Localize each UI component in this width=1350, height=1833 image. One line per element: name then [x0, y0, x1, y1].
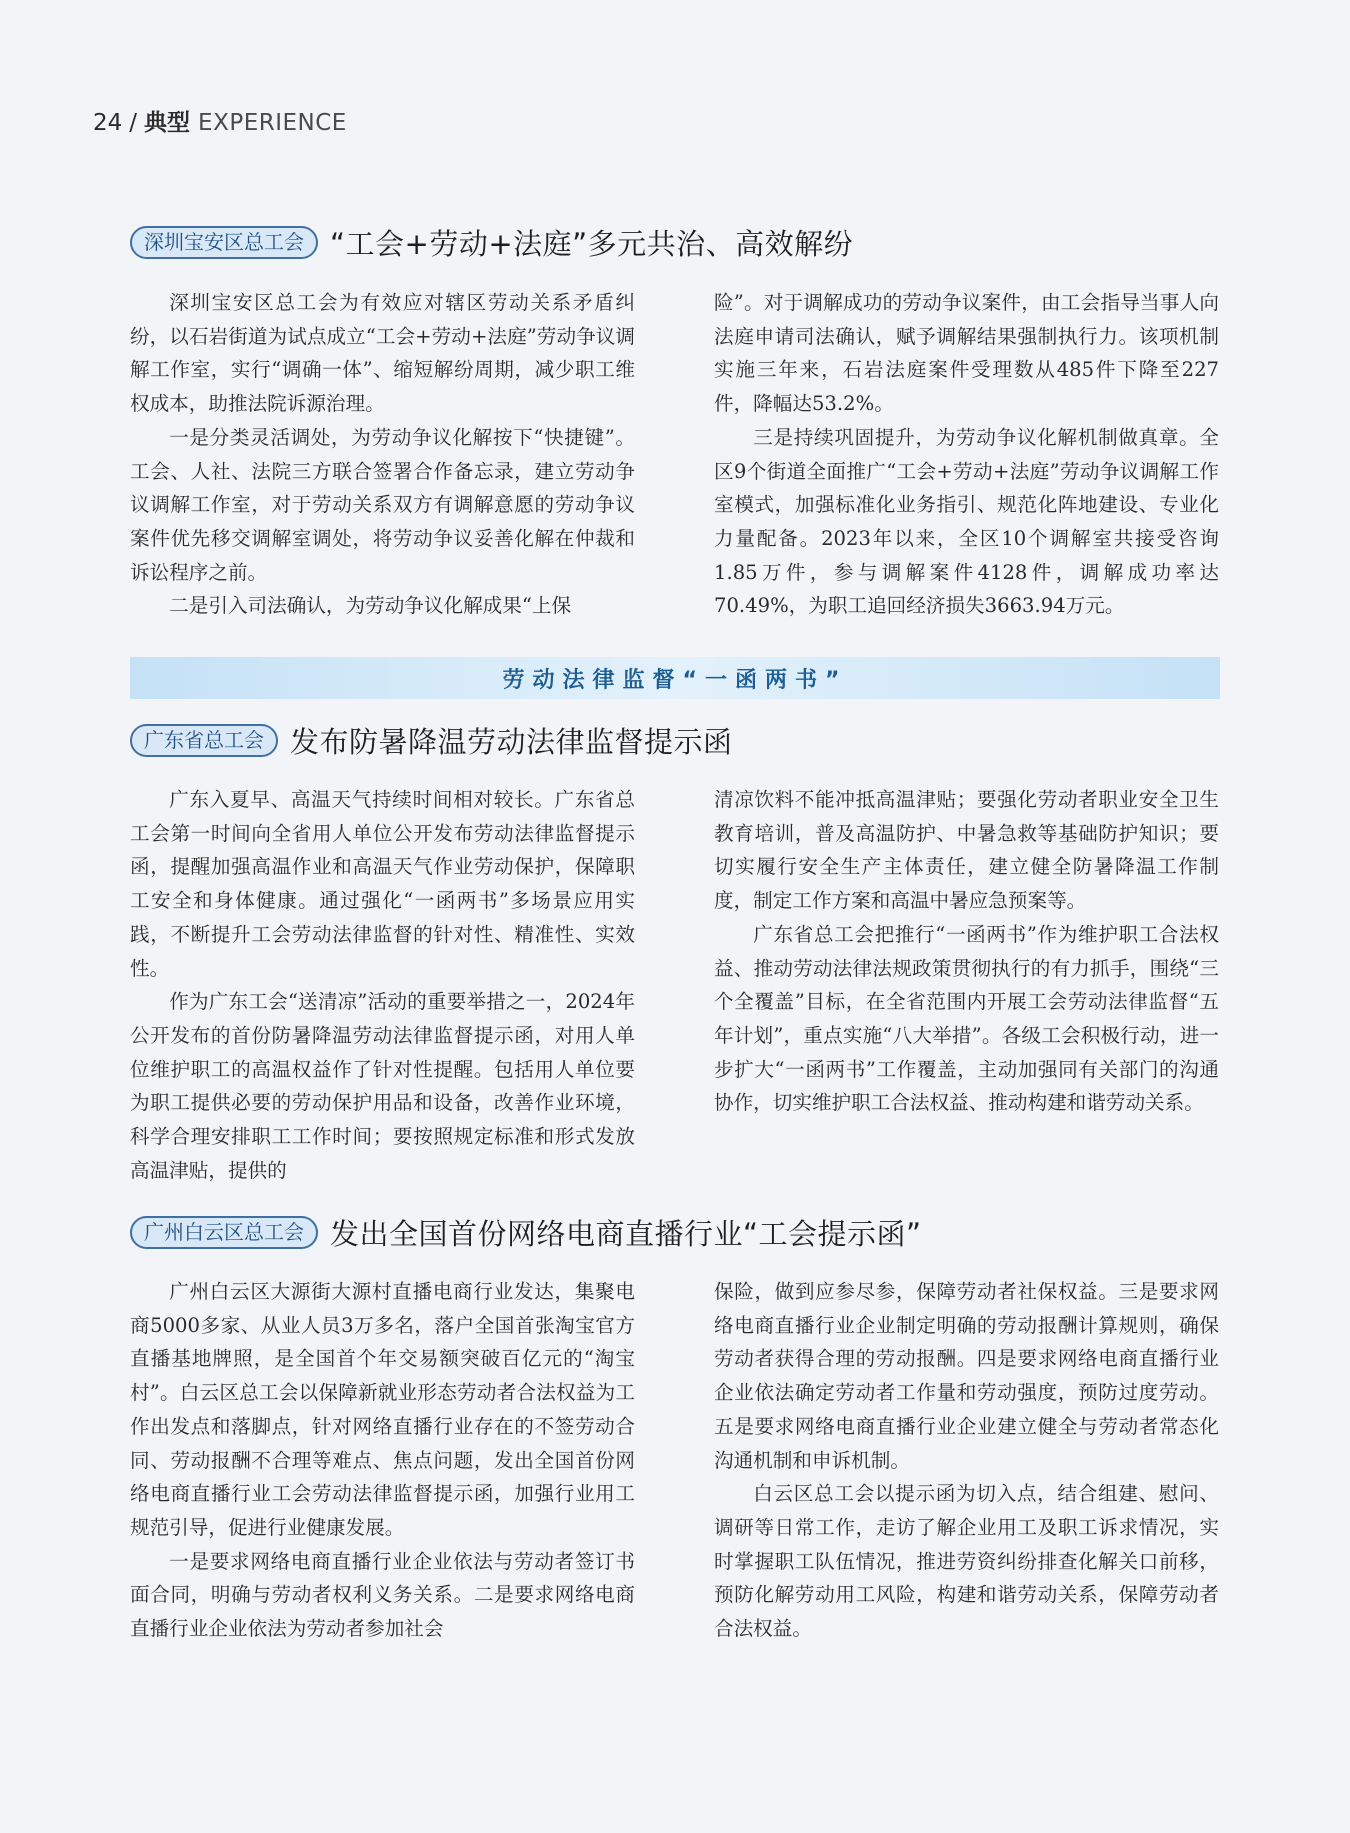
page-number: 24 [93, 110, 123, 136]
article1-right-column [714, 286, 1219, 623]
article1-left-column [130, 286, 635, 623]
article2-paragraph: 清凉饮料不能冲抵高温津贴；要强化劳动者职业安全卫生教育培训，普及高温防护、中暑急救等基础防护知识；要切实履行安全生产主体责任，建立健全防暑降温工作制度，制定工作方案和高温中暑应急预案等。 [714, 788, 1219, 913]
article2-heading [130, 720, 733, 760]
section-name-cn: 典型 [144, 110, 191, 136]
article3-right-column [714, 1275, 1219, 1646]
article2-title: 发布防暑降温劳动法律监督提示函 [290, 724, 733, 759]
running-header [93, 104, 347, 137]
article1-paragraph: 险”。对于调解成功的劳动争议案件，由工会指导当事人向法庭申请司法确认，赋予调解结果强制执行力。该项机制实施三年来，石岩法庭案件受理数从485件下降至227件，降幅达53.2%。 [714, 291, 1219, 416]
article3-paragraph: 广州白云区大源街大源村直播电商行业发达，集聚电商5000多家、从业人员3万多名，落户全国首张淘宝官方直播基地牌照，是全国首个年交易额突破百亿元的“淘宝村”。白云区总工会以保障新就业形态劳动者合法权益为工作出发点和落脚点，针对网络直播行业存在的不签劳动合同、劳动报酬不合理等难点、焦点问题，发出全国首份网络电商直播行业工会劳动法律监督提示函，加强行业用工规范引导，促进行业健康发展。 [130, 1280, 635, 1539]
article2-left-column [130, 783, 635, 1187]
article1-heading [130, 222, 853, 262]
article3-paragraph: 白云区总工会以提示函为切入点，结合组建、慰问、调研等日常工作，走访了解企业用工及职工诉求情况，实时掌握职工队伍情况，推进劳资纠纷排查化解关口前移，预防化解劳动用工风险，构建和谐劳动关系，保障劳动者合法权益。 [714, 1482, 1219, 1641]
section-banner [130, 657, 1220, 699]
article3-paragraph: 保险，做到应参尽参，保障劳动者社保权益。三是要求网络电商直播行业企业制定明确的劳动报酬计算规则，确保劳动者获得合理的劳动报酬。四是要求网络电商直播行业企业依法确定劳动者工作量和劳动强度，预防过度劳动。五是要求网络电商直播行业企业建立健全与劳动者常态化沟通机制和申诉机制。 [714, 1280, 1219, 1472]
article1-paragraph: 深圳宝安区总工会为有效应对辖区劳动关系矛盾纠纷，以石岩街道为试点成立“工会+劳动+法庭”劳动争议调解工作室，实行“调确一体”、缩短解纷周期，减少职工维权成本，助推法院诉源治理。 [130, 291, 635, 416]
article2-paragraph: 广东入夏早、高温天气持续时间相对较长。广东省总工会第一时间向全省用人单位公开发布劳动法律监督提示函，提醒加强高温作业和高温天气作业劳动保护，保障职工安全和身体健康。通过强化“一函两书”多场景应用实践，不断提升工会劳动法律监督的针对性、精准性、实效性。 [130, 788, 635, 980]
article3-org-badge: 广州白云区总工会 [130, 1216, 318, 1249]
article3-title: 发出全国首份网络电商直播行业“工会提示函” [330, 1216, 922, 1251]
article1-paragraph: 三是持续巩固提升，为劳动争议化解机制做真章。全区9个街道全面推广“工会+劳动+法庭”劳动争议调解工作室模式，加强标准化业务指引、规范化阵地建设、专业化力量配备。2023年以来，全区10个调解室共接受咨询1.85万件，参与调解案件4128件，调解成功率达70.49%，为职工追回经济损失3663.94万元。 [714, 425, 1219, 618]
article2-paragraph: 广东省总工会把推行“一函两书”作为维护职工合法权益、推动劳动法律法规政策贯彻执行的有力抓手，围绕“三个全覆盖”目标，在全省范围内开展工会劳动法律监督“五年计划”，重点实施“八大举措”。各级工会积极行动，进一步扩大“一函两书”工作覆盖，主动加强同有关部门的沟通协作，切实维护职工合法权益、推动构建和谐劳动关系。 [714, 922, 1219, 1115]
article1-org-badge: 深圳宝安区总工会 [130, 226, 318, 259]
article1-title: “工会+劳动+法庭”多元共治、高效解纷 [330, 226, 854, 261]
article2-right-column [714, 783, 1219, 1120]
article2-paragraph: 作为广东工会“送清凉”活动的重要举措之一，2024年公开发布的首份防暑降温劳动法律监督提示函，对用人单位维护职工的高温权益作了针对性提醒。包括用人单位要为职工提供必要的劳动保护用品和设备，改善作业环境，科学合理安排职工工作时间；要按照规定标准和形式发放高温津贴，提供的 [130, 990, 635, 1182]
article1-paragraph: 一是分类灵活调处，为劳动争议化解按下“快捷键”。工会、人社、法院三方联合签署合作备忘录，建立劳动争议调解工作室，对于劳动关系双方有调解意愿的劳动争议案件优先移交调解室调处，将劳动争议妥善化解在仲裁和诉讼程序之前。 [130, 425, 635, 584]
article3-paragraph: 一是要求网络电商直播行业企业依法与劳动者签订书面合同，明确与劳动者权利义务关系。二是要求网络电商直播行业企业依法为劳动者参加社会 [130, 1549, 635, 1641]
section-banner-title: 劳动法律监督“一函两书” [502, 667, 848, 693]
section-name-en: EXPERIENCE [198, 110, 347, 136]
header-separator: / [129, 110, 138, 136]
article3-left-column [130, 1275, 635, 1646]
article2-org-badge: 广东省总工会 [130, 724, 278, 757]
article3-heading [130, 1212, 922, 1252]
article1-paragraph: 二是引入司法确认，为劳动争议化解成果“上保 [169, 594, 572, 618]
